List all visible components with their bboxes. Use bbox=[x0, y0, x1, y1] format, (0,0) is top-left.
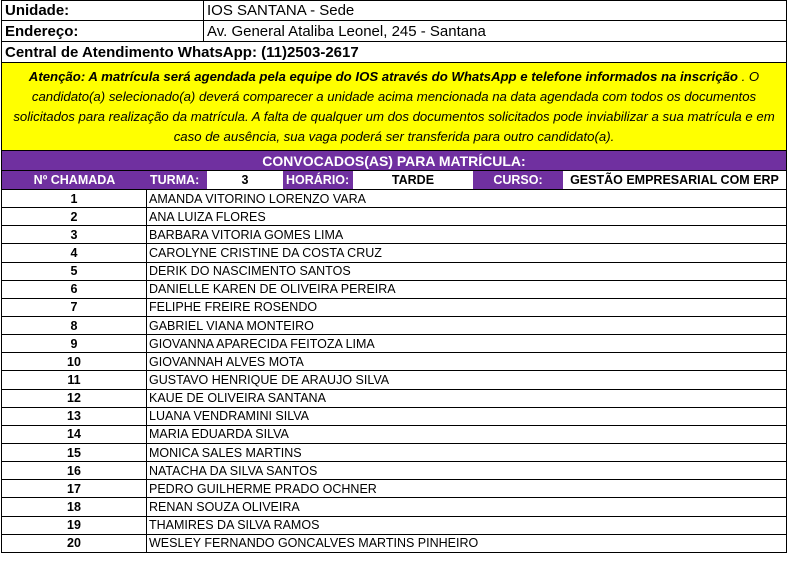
call-number: 14 bbox=[2, 426, 147, 443]
call-number: 7 bbox=[2, 299, 147, 316]
table-row bbox=[1, 244, 787, 262]
candidate-name: MARIA EDUARDA SILVA bbox=[149, 427, 289, 442]
call-number: 2 bbox=[2, 208, 147, 225]
table-row bbox=[1, 263, 787, 281]
call-number: 19 bbox=[2, 517, 147, 534]
candidate-name: GIOVANNAH ALVES MOTA bbox=[149, 354, 304, 369]
candidate-list bbox=[1, 190, 787, 553]
call-number: 18 bbox=[2, 498, 147, 515]
table-row bbox=[1, 281, 787, 299]
table-row bbox=[1, 535, 787, 553]
candidate-name: ANA LUIZA FLORES bbox=[149, 209, 266, 224]
table-row bbox=[1, 226, 787, 244]
call-number: 20 bbox=[2, 535, 147, 552]
endereco-value: Av. General Ataliba Leonel, 245 - Santana bbox=[207, 22, 486, 40]
horario-label: HORÁRIO: bbox=[286, 173, 350, 187]
table-row bbox=[1, 408, 787, 426]
convocados-title: CONVOCADOS(AS) PARA MATRÍCULA: bbox=[262, 152, 526, 169]
call-number: 4 bbox=[2, 244, 147, 261]
table-row bbox=[1, 462, 787, 480]
table-row bbox=[1, 190, 787, 208]
table-row bbox=[1, 335, 787, 353]
table-row bbox=[1, 353, 787, 371]
call-number: 1 bbox=[2, 190, 147, 207]
table-header bbox=[1, 171, 787, 190]
call-number: 6 bbox=[2, 281, 147, 298]
table-row bbox=[1, 208, 787, 226]
unidade-row bbox=[1, 0, 787, 21]
unidade-value: IOS SANTANA - Sede bbox=[207, 2, 355, 19]
candidate-name: GABRIEL VIANA MONTEIRO bbox=[149, 318, 314, 333]
endereco-row bbox=[1, 21, 787, 42]
table-row bbox=[1, 317, 787, 335]
candidate-name: RENAN SOUZA OLIVEIRA bbox=[149, 499, 300, 514]
candidate-name: FELIPHE FREIRE ROSENDO bbox=[149, 300, 318, 315]
enrollment-sheet bbox=[1, 0, 787, 553]
call-number: 16 bbox=[2, 462, 147, 479]
candidate-name: DANIELLE KAREN DE OLIVEIRA PEREIRA bbox=[149, 282, 396, 297]
unidade-label: Unidade: bbox=[2, 1, 204, 20]
call-number: 8 bbox=[2, 317, 147, 334]
table-row bbox=[1, 517, 787, 535]
candidate-name: NATACHA DA SILVA SANTOS bbox=[149, 463, 318, 478]
notice-text bbox=[2, 63, 786, 147]
candidate-name: GIOVANNA APARECIDA FEITOZA LIMA bbox=[149, 336, 375, 351]
horario-value: TARDE bbox=[353, 171, 473, 189]
call-number: 5 bbox=[2, 263, 147, 280]
call-number: 17 bbox=[2, 480, 147, 497]
call-number: 10 bbox=[2, 353, 147, 370]
table-row bbox=[1, 390, 787, 408]
candidate-name: CAROLYNE CRISTINE DA COSTA CRUZ bbox=[149, 245, 382, 260]
endereco-label: Endereço: bbox=[2, 21, 204, 41]
convocados-title-row bbox=[1, 151, 787, 171]
notice-rest-text: . O candidato(a) selecionado(a) deverá comparecer a unidade acima mencionada na data agendada com todos os documentos solicitados para realização da matrícula. A falta de qualquer um dos documentos solicitados pode inviabilizar a sua matrícula e em caso de ausência, sua vaga poderá ser transferida para outro candidato(a). bbox=[13, 69, 775, 144]
curso-label: CURSO: bbox=[493, 173, 543, 187]
candidate-name: DERIK DO NASCIMENTO SANTOS bbox=[149, 264, 351, 279]
call-number: 15 bbox=[2, 444, 147, 461]
nro-chamada-header: Nº CHAMADA bbox=[33, 173, 116, 187]
attention-notice bbox=[1, 63, 787, 151]
candidate-name: KAUE DE OLIVEIRA SANTANA bbox=[149, 391, 326, 406]
candidate-name: WESLEY FERNANDO GONCALVES MARTINS PINHEIRO bbox=[149, 536, 479, 551]
notice-bold-text: Atenção: A matrícula será agendada pela equipe do IOS através do WhatsApp e telefone informados na inscrição bbox=[28, 69, 738, 84]
candidate-name: GUSTAVO HENRIQUE DE ARAUJO SILVA bbox=[149, 372, 390, 387]
central-row bbox=[1, 42, 787, 63]
table-row bbox=[1, 480, 787, 498]
candidate-name: LUANA VENDRAMINI SILVA bbox=[149, 409, 309, 424]
central-whatsapp: Central de Atendimento WhatsApp: (11)2503-2617 bbox=[5, 43, 359, 61]
table-row bbox=[1, 444, 787, 462]
turma-label: TURMA: bbox=[150, 173, 200, 187]
table-row bbox=[1, 498, 787, 516]
candidate-name: BARBARA VITORIA GOMES LIMA bbox=[149, 227, 344, 242]
turma-value: 3 bbox=[207, 171, 283, 189]
candidate-name: PEDRO GUILHERME PRADO OCHNER bbox=[149, 481, 377, 496]
call-number: 12 bbox=[2, 390, 147, 407]
table-row bbox=[1, 426, 787, 444]
candidate-name: AMANDA VITORINO LORENZO VARA bbox=[149, 191, 366, 206]
call-number: 13 bbox=[2, 408, 147, 425]
candidate-name: MONICA SALES MARTINS bbox=[149, 445, 302, 460]
call-number: 3 bbox=[2, 226, 147, 243]
call-number: 11 bbox=[2, 371, 147, 388]
curso-value: GESTÃO EMPRESARIAL COM ERP bbox=[563, 171, 786, 189]
call-number: 9 bbox=[2, 335, 147, 352]
table-row bbox=[1, 371, 787, 389]
table-row bbox=[1, 299, 787, 317]
candidate-name: THAMIRES DA SILVA RAMOS bbox=[149, 518, 320, 533]
